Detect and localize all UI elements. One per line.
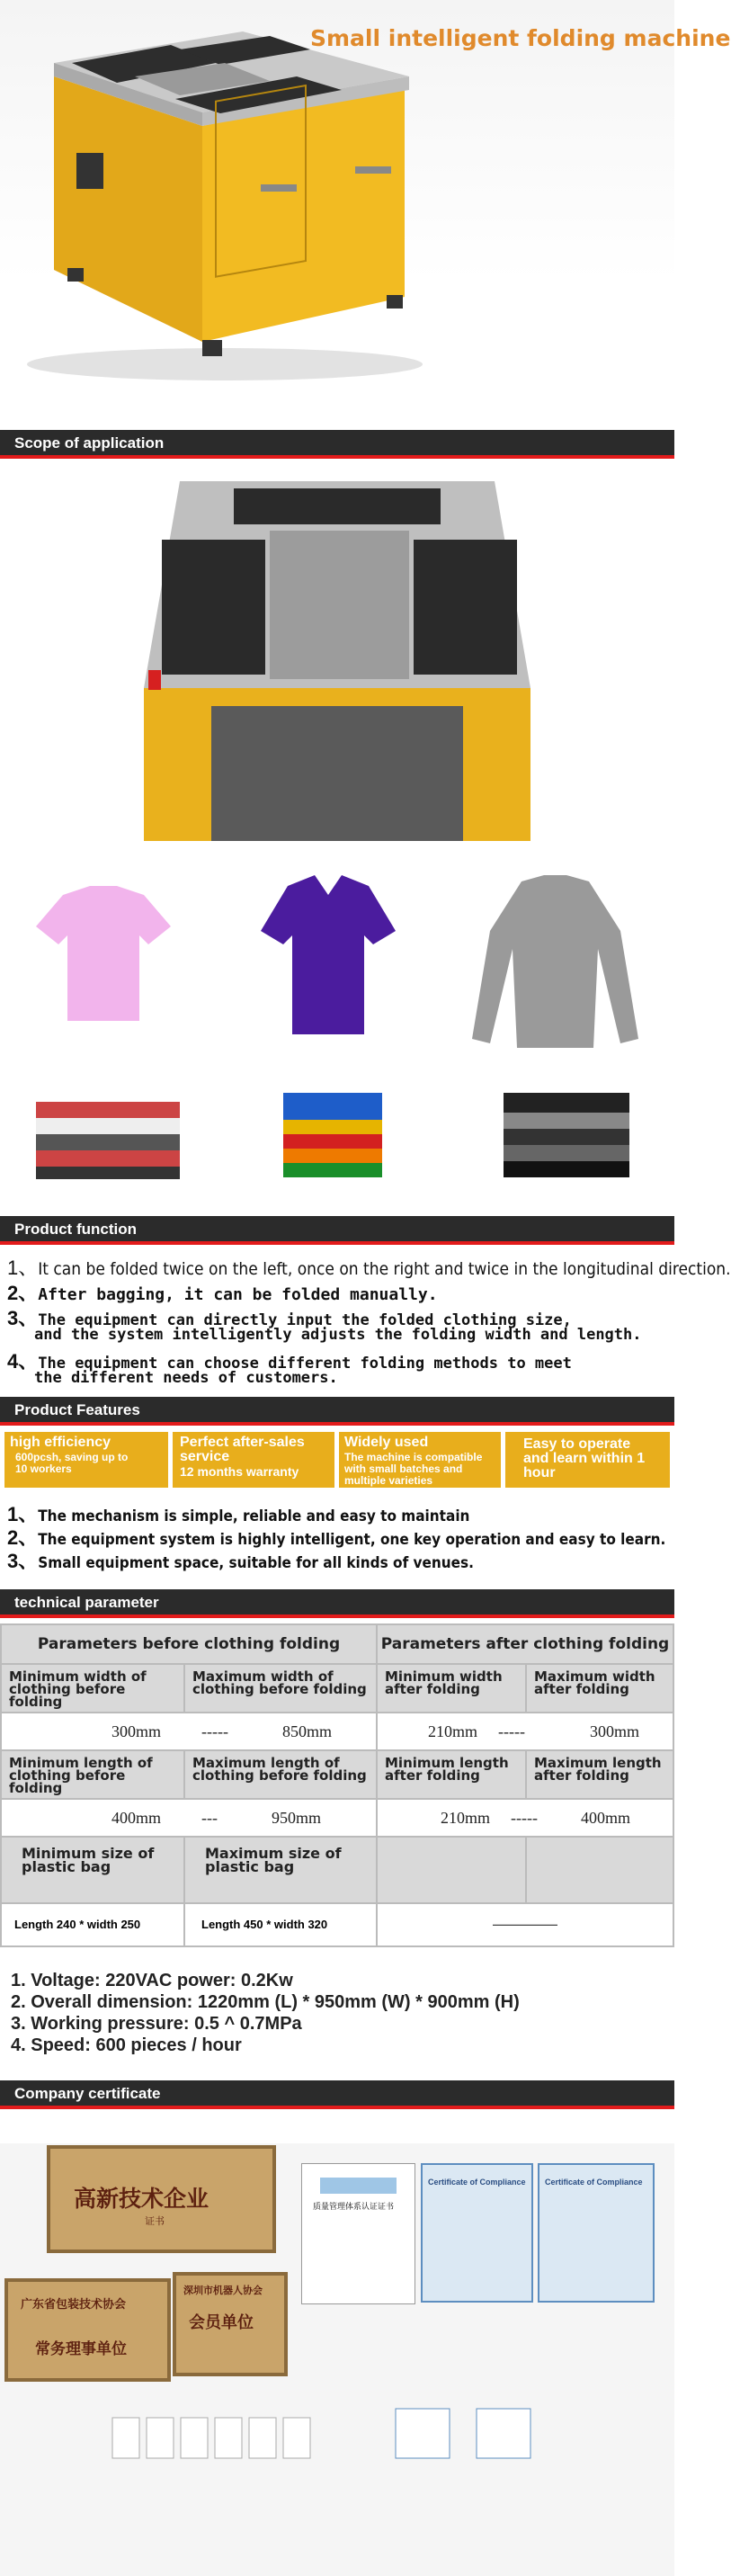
hero-section [0,0,731,400]
value-min: 400mm [111,1809,162,1827]
section-title: Scope of application [14,434,165,452]
param-header-after: Parameters after clothing folding [376,1623,674,1665]
purple-polo-image [252,868,405,1048]
feature-item-3: 3、Small equipment space, suitable for all kinds of venues. [7,1550,474,1572]
value-min: 210mm [441,1809,491,1827]
section-bar-scope [0,430,674,459]
folding-machine-image [0,0,674,400]
section-bar-function [0,1216,674,1245]
plaque-title: 高新技术企业 [74,2186,209,2212]
striped-stack-image [31,1084,184,1183]
param-bag-after-value: ———— [376,1902,674,1947]
plaque-title: 广东省包装技术协会 [21,2298,127,2312]
param-min-width-after: Minimum width after folding [376,1663,527,1713]
function-item-4-cont: the different needs of customers. [34,1369,338,1387]
patent-certificates-row [112,2418,328,2463]
ce-certificate-2 [538,2163,655,2303]
value-max: 950mm [272,1809,322,1827]
param-min-bag: Minimum size of plastic bag [0,1836,185,1904]
section-title: Product Features [14,1401,140,1418]
param-min-width-before: Minimum width of clothing before folding [0,1663,185,1713]
param-min-length-before: Minimum length of clothing before folding [0,1749,185,1800]
certificate-logo [320,2178,397,2194]
hero-title: Small intelligent folding machine [310,25,731,51]
value-dash: ----- [498,1722,525,1740]
certificate-title: Certificate of Compliance [428,2178,526,2187]
spec-pressure: 3. Working pressure: 0.5 ^ 0.7MPa [11,2014,302,2034]
param-max-length-before: Maximum length of clothing before folding [183,1749,378,1800]
polo-stack-image [274,1075,400,1192]
value-max: 850mm [282,1722,333,1740]
plaque-subtitle: 会员单位 [189,2313,254,2332]
section-bar-features [0,1397,674,1426]
function-item-3: 3、The equipment can directly input the folded clothing size, [7,1307,572,1329]
value-min: 300mm [111,1722,162,1740]
software-certificates [396,2409,548,2463]
feature-item-1: 1、The mechanism is simple, reliable and easy to maintain [7,1503,470,1525]
spec-voltage: 1. Voltage: 220VAC power: 0.2Kw [11,1971,293,1990]
param-width-before-values [0,1712,378,1751]
param-max-length-after: Maximum length after folding [525,1749,674,1800]
section-title: Product function [14,1221,137,1238]
section-title: technical parameter [14,1594,159,1611]
feature-item-2: 2、The equipment system is highly intelligent, one key operation and easy to learn. [7,1526,666,1549]
value-max: 300mm [590,1722,640,1740]
param-header-before: Parameters before clothing folding [0,1623,378,1665]
function-item-2: 2、After bagging, it can be folded manually. [7,1282,438,1304]
value-dash: ----- [201,1722,228,1740]
plaque-robot-association [173,2272,288,2376]
plaque-title: 深圳市机器人协会 [183,2285,263,2296]
section-bar-technical [0,1589,674,1618]
ce-certificate-1 [421,2163,533,2303]
param-max-bag-value: Length 450 * width 320 [183,1902,378,1947]
param-min-bag-value: Length 240 * width 250 [0,1902,185,1947]
param-min-length-after: Minimum length after folding [376,1749,527,1800]
dark-stack-image [499,1075,634,1183]
param-empty-cell [376,1836,527,1904]
section-bar-certificate [0,2080,674,2109]
quality-certificate [301,2163,415,2304]
certificate-gallery [0,2143,674,2576]
param-length-before-values [0,1798,378,1838]
value-min: 210mm [428,1722,478,1740]
value-dash: --- [201,1809,218,1827]
function-item-1: 1、It can be folded twice on the left, once on the right and twice in the longitudinal direction. [7,1257,731,1279]
function-item-3-cont: and the system intelligently adjusts the folding width and length. [34,1326,642,1344]
value-max: 400mm [581,1809,631,1827]
value-dash: ----- [511,1809,538,1827]
feature-box-efficiency: high efficiency 600pcsh, saving up to 10 workers [4,1432,168,1488]
param-width-after-values [376,1712,674,1751]
feature-box-service: Perfect after-sales service 12 months warranty [173,1432,334,1488]
plaque-subtitle: 证书 [145,2215,165,2227]
gray-longsleeve-image [472,868,638,1052]
section-title: Company certificate [14,2085,161,2102]
feature-box-widely-used: Widely used The machine is compatible with small batches and multiple varieties [339,1432,501,1488]
machine-top-view-image [144,481,530,841]
function-item-4: 4、The equipment can choose different folding methods to meet [7,1350,572,1373]
feature-box-easy: Easy to operate and learn within 1 hour [505,1432,670,1488]
plaque-subtitle: 常务理事单位 [35,2340,127,2358]
param-max-width-before: Maximum width of clothing before folding [183,1663,378,1713]
spec-dimension: 2. Overall dimension: 1220mm (L) * 950mm (W) * 900mm (H) [11,1992,520,2012]
param-empty-cell [525,1836,674,1904]
plaque-high-tech [47,2145,276,2253]
pink-tshirt-image [27,877,180,1030]
spec-speed: 4. Speed: 600 pieces / hour [11,2035,242,2055]
certificate-title: 质量管理体系认证证书 [313,2202,395,2211]
param-max-width-after: Maximum width after folding [525,1663,674,1713]
param-max-bag: Maximum size of plastic bag [183,1836,378,1904]
plaque-packaging-association [4,2278,171,2382]
certificate-title: Certificate of Compliance [545,2178,643,2187]
param-length-after-values [376,1798,674,1838]
